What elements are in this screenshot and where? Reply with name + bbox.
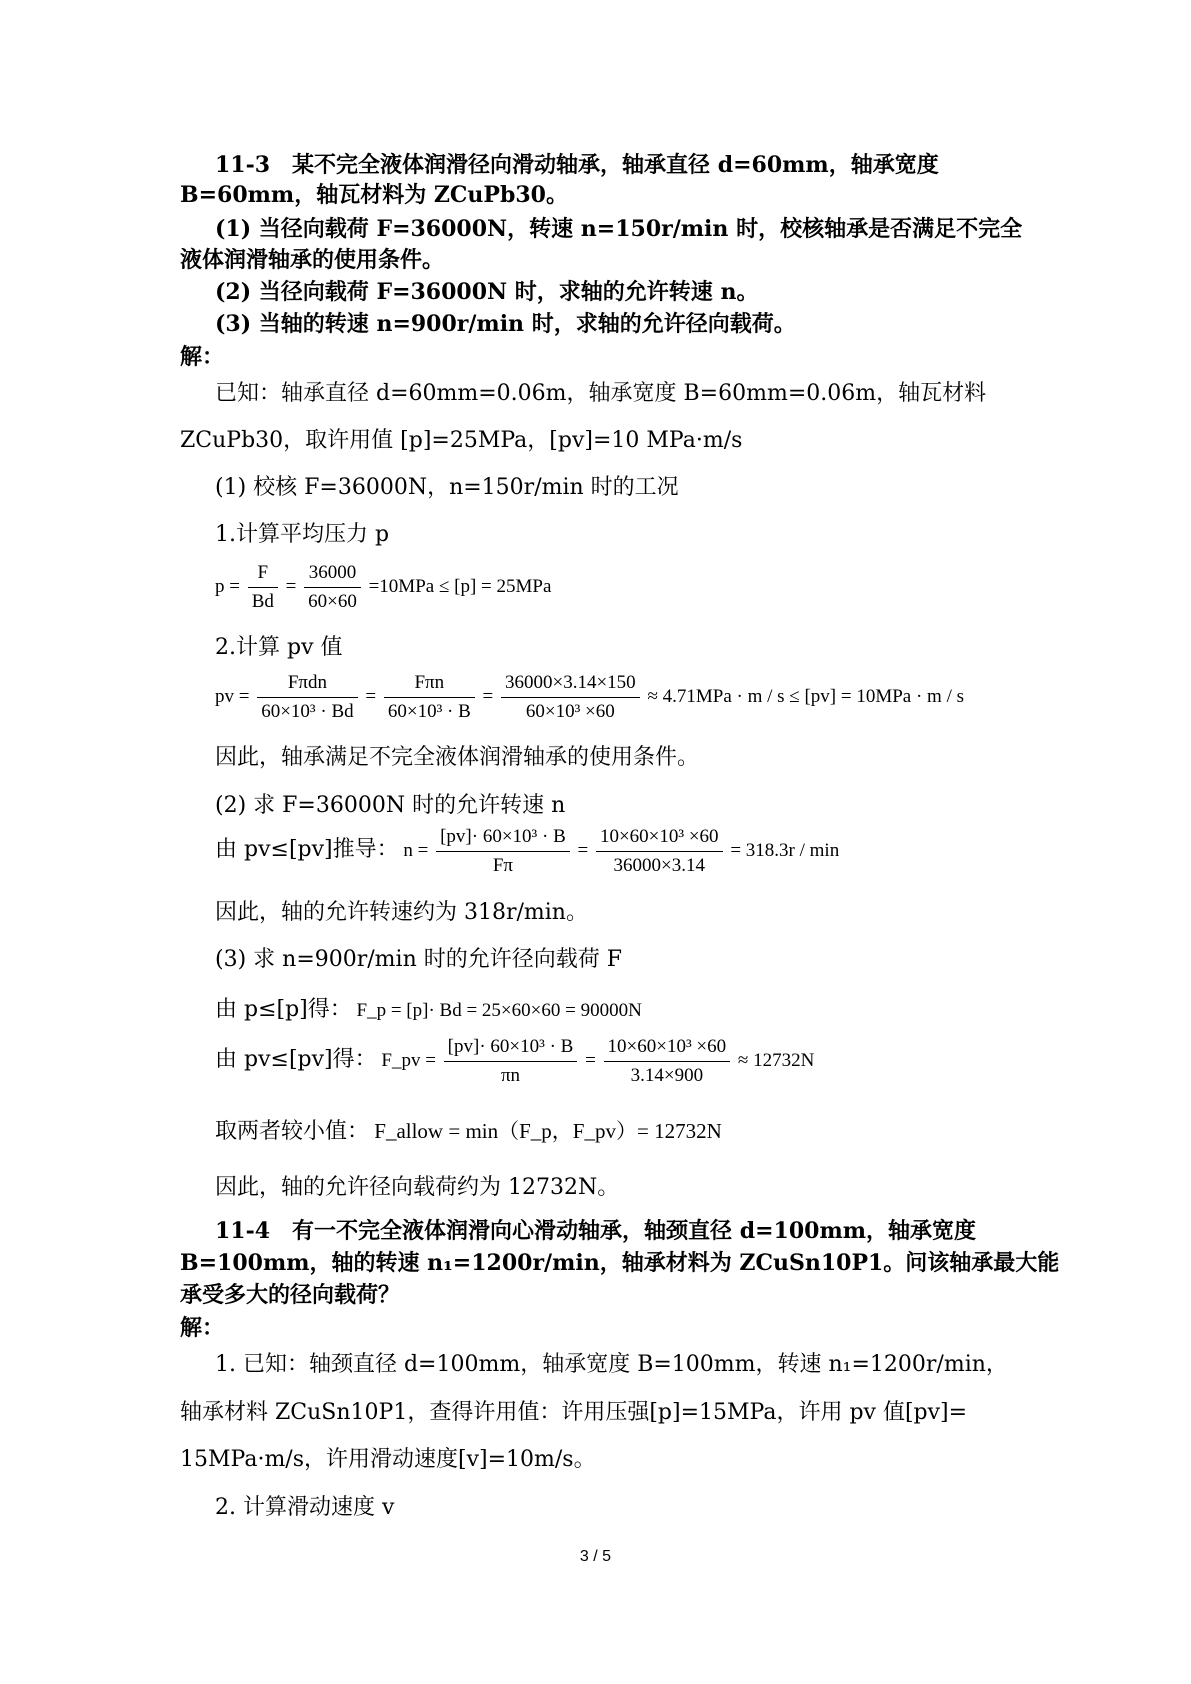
equation-pv-value: pv = $\frac{\text{Fπdn}}{\text{60×10³ · Bd}}$ = $\frac{\text{Fπn}}{\text{60×10³ · B}}$ = $\frac{36000\times 3.14\times 150}{\text{60×10³ ×60}}$ ≈ 4.71MPa · m / s ≤ [pv] = 10MPa · m / s (215, 672, 965, 722)
solution-label: 解： (180, 344, 225, 370)
problem-11-3-line2: B=60mm，轴瓦材料为 ZCuPb30。 (180, 182, 568, 208)
equation-allowable-speed: 由 pv≤[pv]推导： n = $\frac{\text{[pv]· 60×10³ · B}}{F\pi}$ = $\frac{\text{10×60×10³ ×60}}{36000\times 3.14}$ = 318.3r / min (215, 826, 840, 876)
problem-11-3-line6: (3) 当轴的转速 n=900r/min 时，求轴的允许径向载荷。 (215, 311, 796, 337)
problem-11-4-line1: 11-4 有一不完全液体润滑向心滑动轴承，轴颈直径 d=100mm，轴承宽度 (215, 1218, 977, 1244)
step2-heading: 2.计算 pv 值 (215, 635, 343, 660)
conclusion3: 因此，轴的允许径向载荷约为 12732N。 (215, 1175, 620, 1200)
part1-heading: (1) 校核 F=36000N，n=150r/min 时的工况 (215, 475, 679, 500)
equation-load-by-pressure: 由 p≤[p]得： F_p = [p]· Bd = 25×60×60 = 90000N (215, 997, 642, 1022)
equation-average-pressure: p = $\frac{F}{Bd}$ = $\frac{36000}{60\times 60}$ =10MPa ≤ [p] = 25MPa (215, 562, 552, 612)
solution-label-11-4: 解： (180, 1315, 225, 1341)
step1-heading: 1.计算平均压力 p (215, 522, 390, 547)
problem-11-3-line5: (2) 当径向载荷 F=36000N 时，求轴的允许转速 n。 (215, 279, 759, 305)
conclusion1: 因此，轴承满足不完全液体润滑轴承的使用条件。 (215, 745, 700, 770)
part2-heading: (2) 求 F=36000N 时的允许转速 n (215, 793, 566, 818)
problem-11-3-line1: 11-3 某不完全液体润滑径向滑动轴承，轴承直径 d=60mm，轴承宽度 (215, 152, 939, 178)
known-11-4-line2: 轴承材料 ZCuSn10P1，查得许用值：许用压强[p]=15MPa，许用 pv 值[pv]= (180, 1400, 968, 1425)
part3-heading: (3) 求 n=900r/min 时的允许径向载荷 F (215, 947, 622, 972)
known-values-line1: 已知：轴承直径 d=60mm=0.06m，轴承宽度 B=60mm=0.06m，轴瓦材料 (215, 381, 987, 406)
problem-11-3-line3: (1) 当径向载荷 F=36000N，转速 n=150r/min 时，校核轴承是否满足不完全 (215, 216, 1023, 242)
known-11-4-line3: 15MPa·m/s，许用滑动速度[v]=10m/s。 (180, 1447, 596, 1472)
equation-min-load: 取两者较小值： F_allow = min（F_p，F_pv）= 12732N (215, 1119, 722, 1144)
known-11-4-line1: 1. 已知：轴颈直径 d=100mm，轴承宽度 B=100mm，转速 n₁=1200r/min， (215, 1352, 1008, 1377)
page-number: 3 / 5 (579, 1548, 612, 1565)
problem-11-4-line2: B=100mm，轴的转速 n₁=1200r/min，轴承材料为 ZCuSn10P1。问该轴承最大能 (180, 1250, 1060, 1276)
problem-11-4-line3: 承受多大的径向载荷？ (180, 1282, 401, 1308)
problem-11-3-line4: 液体润滑轴承的使用条件。 (180, 247, 445, 273)
equation-load-by-pv: 由 pv≤[pv]得： F_pv = $\frac{\text{[pv]· 60×10³ · B}}{\pi n}$ = $\frac{\text{10×60×10³ ×60}}{3.14\times 900}$ ≈ 12732N (215, 1036, 815, 1086)
step2-11-4-heading: 2. 计算滑动速度 v (215, 1495, 395, 1520)
known-values-line2: ZCuPb30，取许用值 [p]=25MPa，[pv]=10 MPa·m/s (180, 428, 743, 453)
conclusion2: 因此，轴的允许转速约为 318r/min。 (215, 900, 588, 925)
